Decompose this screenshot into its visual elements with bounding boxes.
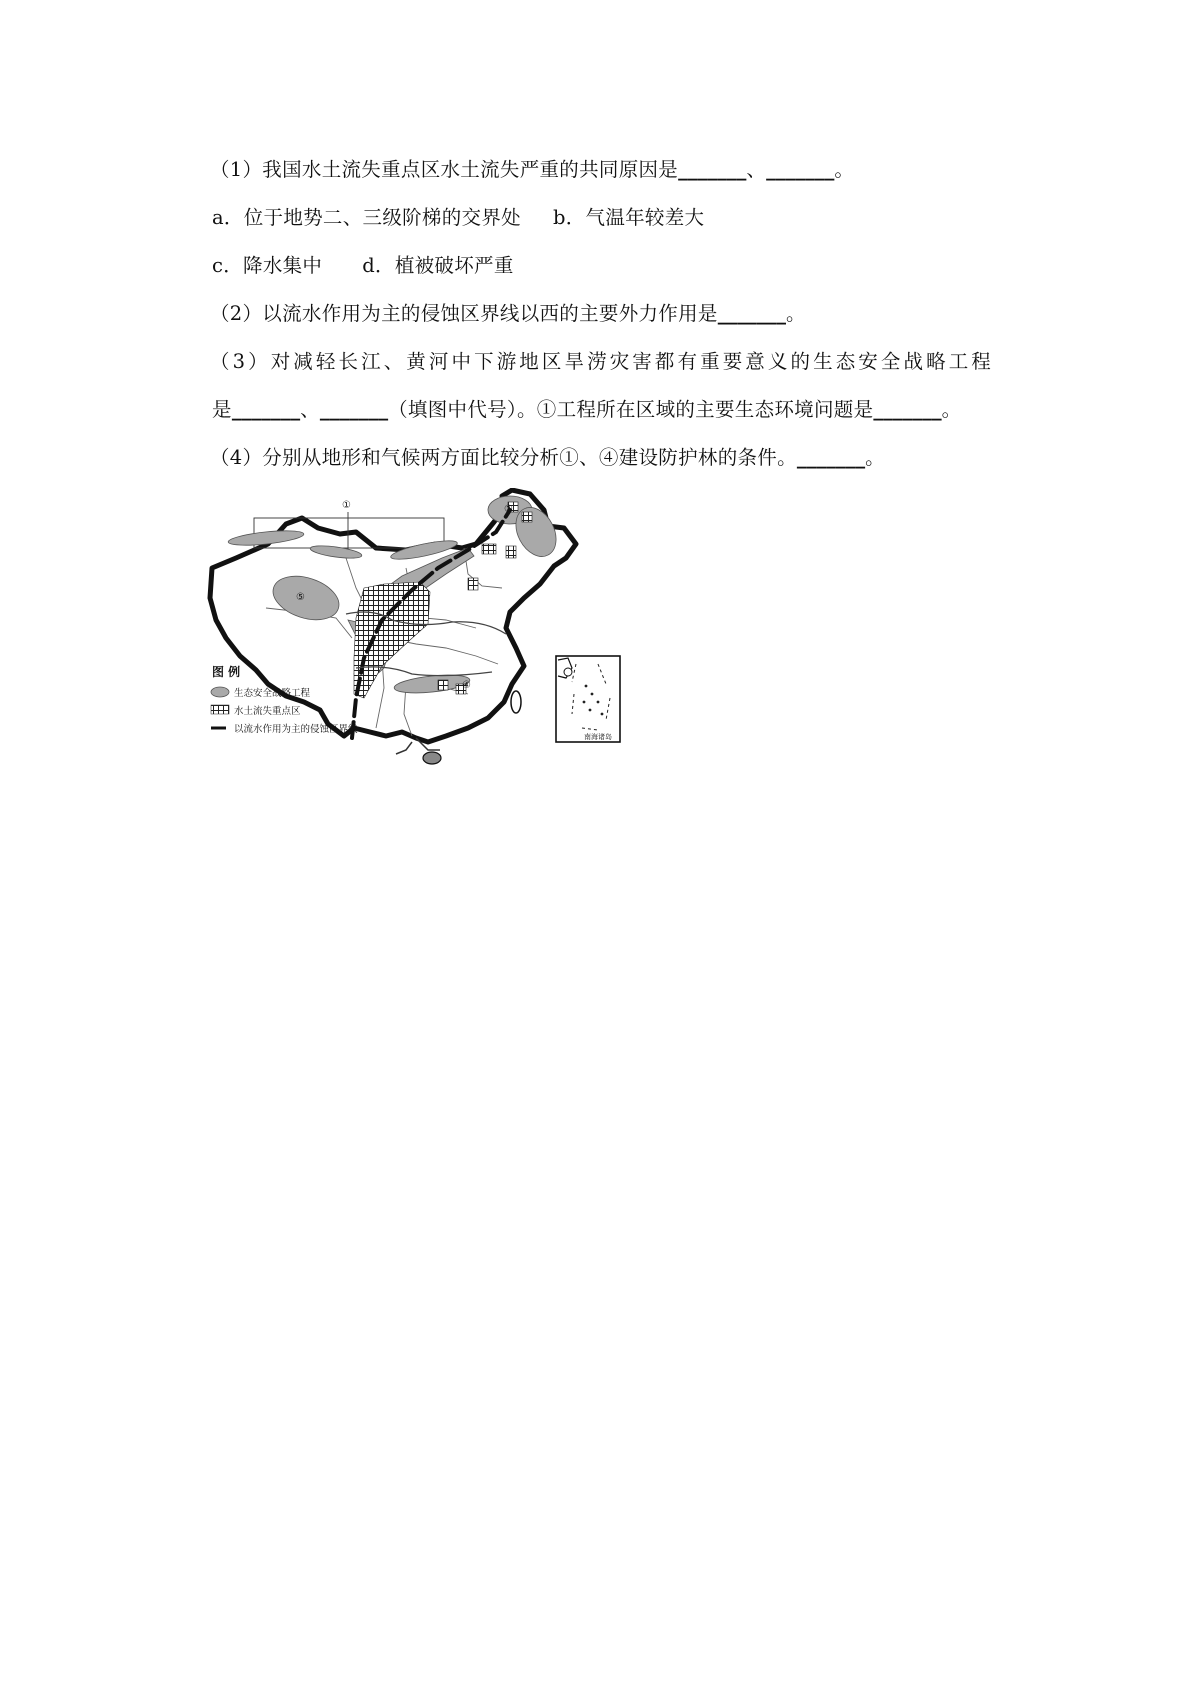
option-c: c．降水集中 [212,254,323,277]
blank[interactable]: _______ [766,158,835,181]
options-row-2 [212,252,514,280]
legend-swatch-zone [211,687,229,697]
question-2: （2）以流水作用为主的侵蚀区界线以西的主要外力作用是_______。 [210,302,806,325]
map-label-1: ① [342,500,351,511]
options-row-1 [212,204,704,232]
map-label-2: ② [504,504,513,515]
china-map [206,488,676,818]
blank[interactable]: _______ [319,398,389,421]
legend-swatch-hatch [211,705,229,714]
legend-item: 生态安全战略工程 [234,688,311,699]
blank[interactable]: _______ [717,302,786,325]
china-map-figure [206,488,676,818]
question-3-line-2: 是_______、_______（填图中代号）。①工程所在区域的主要生态环境问题是_______。 [212,398,962,421]
blank[interactable]: _______ [231,398,301,421]
question-4: （4）分别从地形和气候两方面比较分析①、④建设防护林的条件。_______。 [210,446,885,469]
question-1: （1）我国水土流失重点区水土流失严重的共同原因是_______、_______。 [210,158,855,181]
blank[interactable]: _______ [678,158,747,181]
legend-item: 以流水作用为主的侵蚀区界线 [234,724,358,735]
map-label-4: ④ [462,680,471,691]
option-a: a．位于地势二、三级阶梯的交界处 [212,206,521,229]
south-china-sea-inset [556,656,620,742]
map-label-5: ⑤ [296,592,305,603]
inset-label: 南海诸岛 [584,733,612,741]
option-d: d．植被破坏严重 [362,254,514,277]
question-3-line-1: （3）对减轻长江、黄河中下游地区旱涝灾害都有重要意义的生态安全战略工程 [210,350,994,373]
blank[interactable]: _______ [796,446,866,469]
option-b: b．气温年较差大 [552,206,705,229]
legend-item: 水土流失重点区 [234,706,301,717]
legend-title: 图 例 [212,665,241,679]
blank[interactable]: _______ [873,398,942,421]
